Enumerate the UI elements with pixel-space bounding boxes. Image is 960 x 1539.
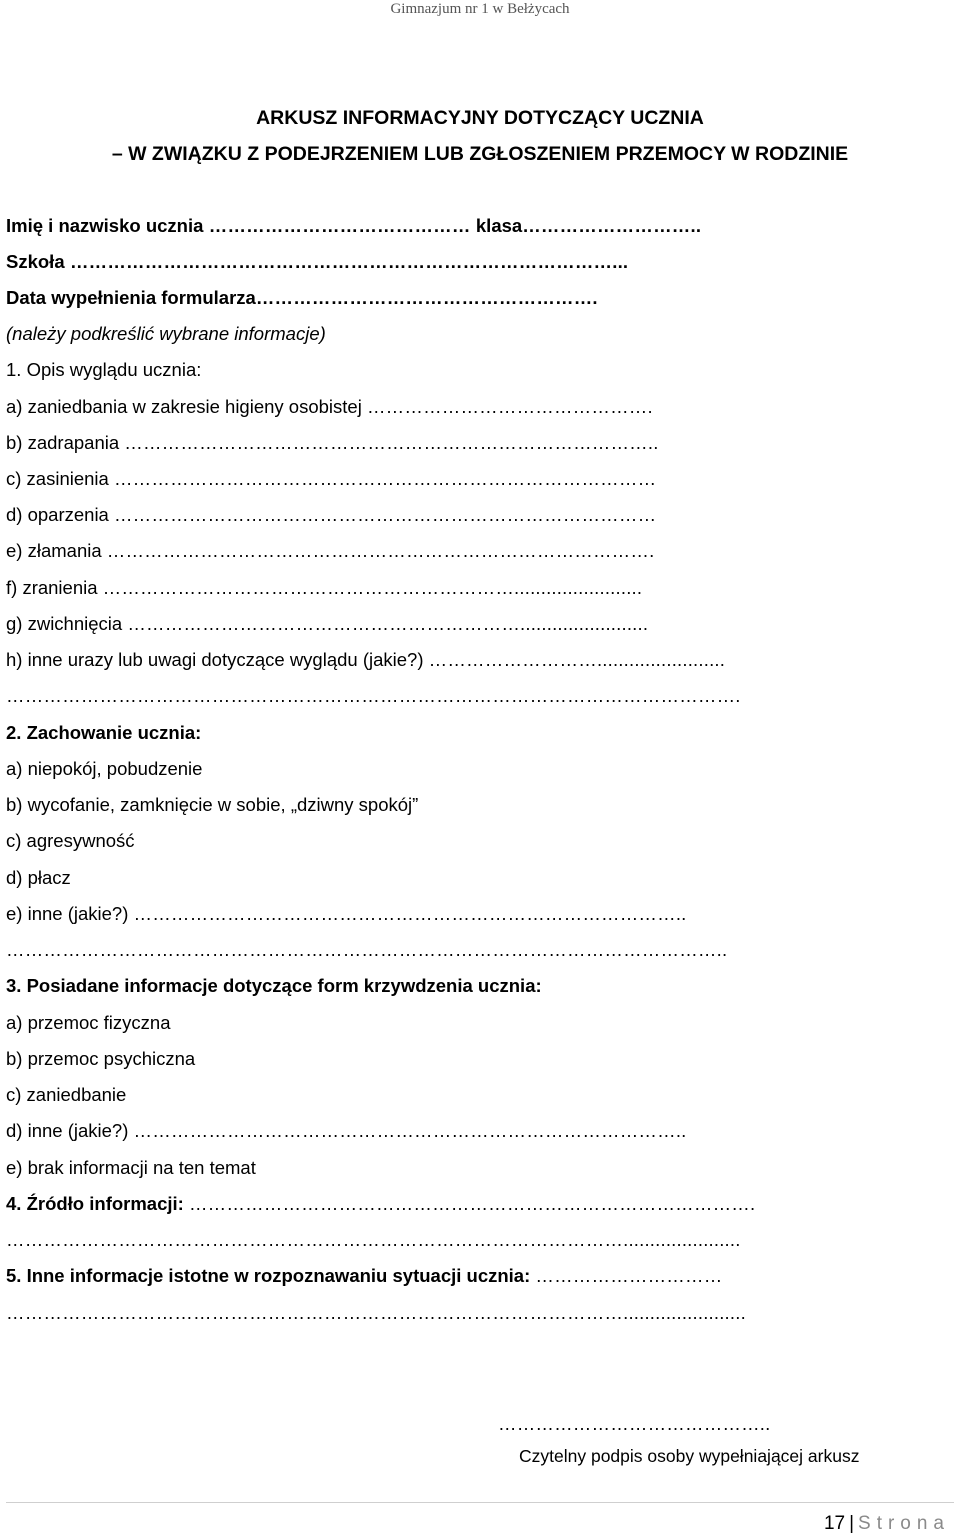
page-word: Strona <box>858 1513 950 1534</box>
section-4-heading: 4. Źródło informacji: <box>6 1193 189 1214</box>
section-5-row <box>6 1264 954 1288</box>
option-label[interactable]: d) płacz <box>6 867 71 888</box>
list-item <box>6 1083 954 1107</box>
option-label[interactable]: e) złamania <box>6 540 107 561</box>
option-label[interactable]: b) przemoc psychiczna <box>6 1048 196 1069</box>
fill-field[interactable]: ………………………........................ <box>428 649 726 670</box>
class-field[interactable]: ……………………….. <box>522 215 702 236</box>
fill-field[interactable]: …………………………………………………………………………….. <box>133 903 687 924</box>
date-row <box>6 286 954 310</box>
page-footer <box>600 1511 950 1537</box>
option-label[interactable]: b) wycofanie, zamknięcie w sobie, „dziwny spokój” <box>6 794 419 815</box>
list-item <box>6 539 954 563</box>
instruction-text: (należy podkreślić wybrane informacje) <box>6 323 326 344</box>
option-label[interactable]: a) przemoc fizyczna <box>6 1012 171 1033</box>
fill-field[interactable]: ………………………………………………………………………….. <box>124 432 659 453</box>
option-label[interactable]: f) zranienia <box>6 577 103 598</box>
list-item <box>6 1047 954 1071</box>
fill-field[interactable]: …………………………………………………………………………… <box>113 468 657 489</box>
list-item <box>6 1119 954 1143</box>
list-item <box>6 431 954 455</box>
list-item <box>6 793 954 817</box>
option-label[interactable]: e) brak informacji na ten temat <box>6 1157 256 1178</box>
fill-field[interactable]: …………………………………………………………........................ <box>102 577 643 598</box>
footer-divider <box>6 1502 954 1503</box>
page-header: Gimnazjum nr 1 w Bełżycach <box>390 1 570 17</box>
class-label: klasa <box>475 215 523 236</box>
section-3-heading: 3. Posiadane informacje dotyczące form krzywdzenia ucznia: <box>6 975 542 996</box>
option-label[interactable]: a) zaniedbania w zakresie higieny osobistej <box>6 396 367 417</box>
signature-label: Czytelny podpis osoby wypełniającej arkusz <box>519 1446 860 1466</box>
list-item <box>6 866 954 890</box>
fill-field[interactable]: ………………………………………………………........................ <box>127 613 649 634</box>
section-2-heading: 2. Zachowanie ucznia: <box>6 722 202 743</box>
signature-field[interactable]: …………………………………….. <box>498 1413 771 1434</box>
continuation-line[interactable]: …………………………………………………………………………………………………….. <box>6 939 728 960</box>
option-label[interactable]: a) niepokój, pobudzenie <box>6 758 203 779</box>
list-item <box>6 612 954 636</box>
date-field[interactable]: ………………………………………………. <box>255 287 598 308</box>
option-label[interactable]: c) zaniedbanie <box>6 1084 127 1105</box>
list-item <box>6 576 954 600</box>
list-item <box>6 467 954 491</box>
list-item <box>6 829 954 853</box>
option-label[interactable]: h) inne urazy lub uwagi dotyczące wyglądu (jakie?) <box>6 649 429 670</box>
document-subtitle: – W ZWIĄZKU Z PODEJRZENIEM LUB ZGŁOSZENIEM PRZEMOCY W RODZINIE <box>111 143 849 165</box>
option-label[interactable]: b) zadrapania <box>6 432 125 453</box>
option-label[interactable]: c) agresywność <box>6 830 135 851</box>
list-item <box>6 1156 954 1180</box>
option-label[interactable]: c) zasinienia <box>6 468 114 489</box>
school-label: Szkoła <box>6 251 65 272</box>
option-label[interactable]: d) oparzenia <box>6 504 114 525</box>
school-row <box>6 250 954 274</box>
list-item <box>6 757 954 781</box>
other-info-field[interactable]: ………………………… <box>535 1265 723 1286</box>
school-field[interactable]: ……………………………………………………………………………... <box>64 251 629 272</box>
section-4-row <box>6 1192 954 1216</box>
footer-separator: | <box>849 1513 855 1534</box>
page-number: 17 <box>823 1513 846 1534</box>
option-label[interactable]: d) inne (jakie?) <box>6 1120 134 1141</box>
option-label[interactable]: g) zwichnięcia <box>6 613 128 634</box>
student-name-row <box>6 214 954 238</box>
list-item <box>6 648 954 672</box>
fill-field[interactable]: …………………………………………………………………………….. <box>133 1120 687 1141</box>
continuation-line[interactable]: ………………………………………………………………………………………....................... <box>6 1302 746 1323</box>
source-field[interactable]: ………………………………………………………………………………. <box>188 1193 756 1214</box>
student-name-label: Imię i nazwisko ucznia <box>6 215 204 236</box>
option-label[interactable]: e) inne (jakie?) <box>6 903 134 924</box>
list-item <box>6 503 954 527</box>
section-5-heading: 5. Inne informacje istotne w rozpoznawaniu sytuacji ucznia: <box>6 1265 536 1286</box>
continuation-line[interactable]: ………………………………………………………………………………………...................... <box>6 1229 741 1250</box>
list-item <box>6 395 954 419</box>
document-title: ARKUSZ INFORMACYJNY DOTYCZĄCY UCZNIA <box>256 107 704 129</box>
fill-field[interactable]: …………………………………………………………………………… <box>113 504 657 525</box>
list-item <box>6 1011 954 1035</box>
student-name-field[interactable]: …………………………………… <box>203 215 476 236</box>
date-label: Data wypełnienia formularza <box>6 287 256 308</box>
continuation-line[interactable]: ………………………………………………………………………………………………………. <box>6 685 741 706</box>
fill-field[interactable]: ………………………………………. <box>366 396 653 417</box>
section-1-heading: 1. Opis wyglądu ucznia: <box>6 359 202 380</box>
list-item <box>6 902 954 926</box>
fill-field[interactable]: ……………………………………………………………………………. <box>106 540 655 561</box>
